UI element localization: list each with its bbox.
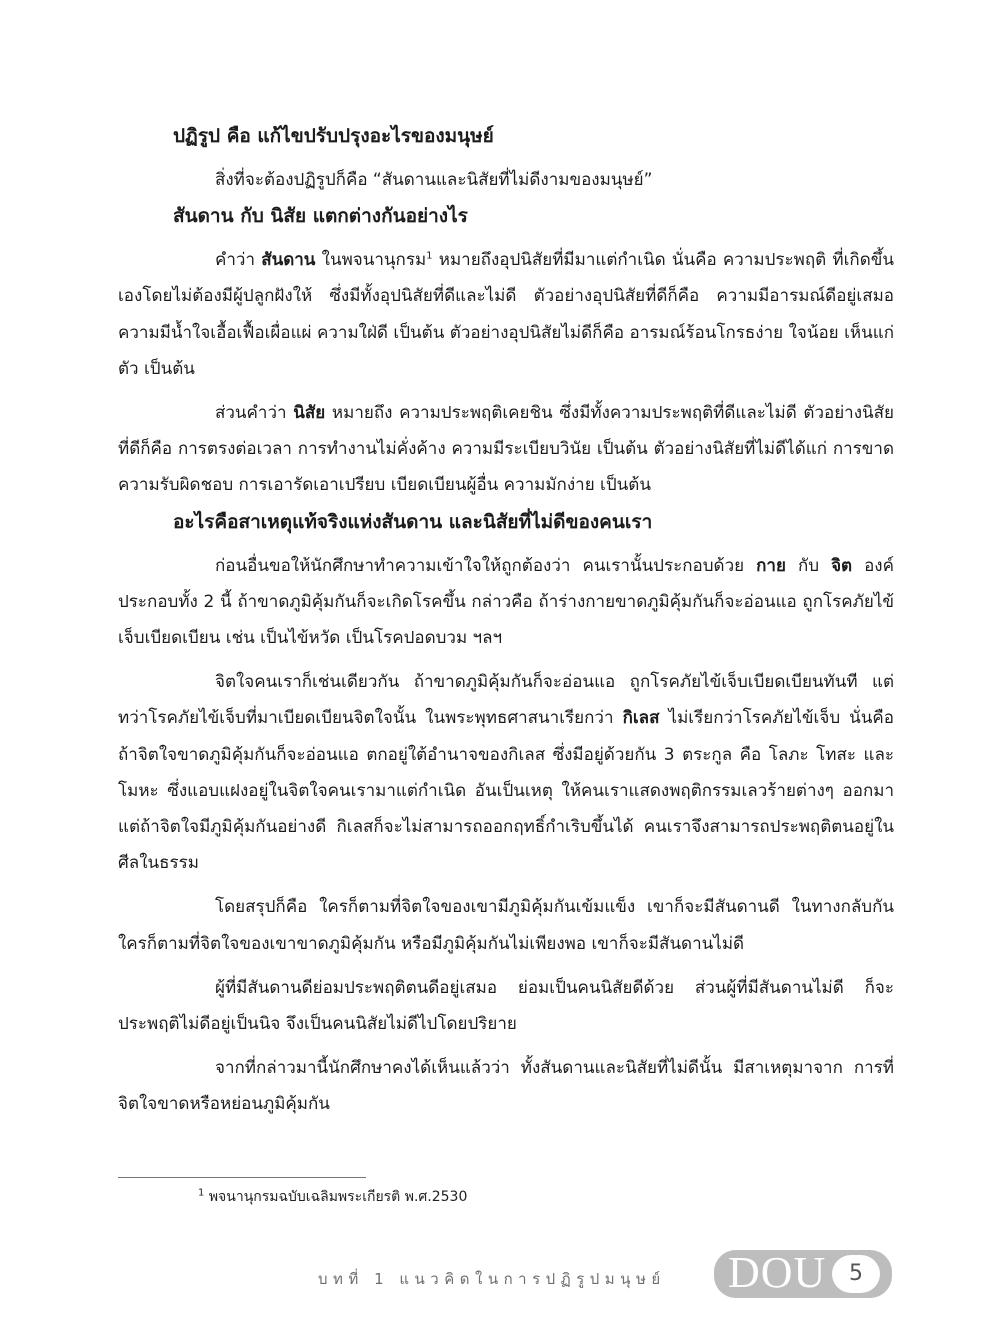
chapter-title: บทที่ 1 แนวคิดในการปฏิรูปมนุษย์ <box>318 1270 666 1288</box>
term-jit: จิต <box>831 555 853 576</box>
term-nisai: นิสัย <box>293 403 326 424</box>
document-body <box>118 118 894 1123</box>
paragraph-santan: คำว่า สันดาน ในพจนานุกรม$^1$ หมายถึงอุปนิสัยที่มีมาแต่กำเนิด นั่นคือ ความประพฤติ ที่เกิดขึ้นเองโดยไม่ต้องมีผู้ปลูกฝังให้ ซึ่งมีทั้งอุปนิสัยที่ดีและไม่ดี ตัวอย่างอุปนิสัยที่ดีก็คือ ความมีอารมณ์ดีอยู่เสมอ ความมีน้ำใจเอื้อเฟื้อเผื่อแผ่ ความใฝ่ดี เป็นต้น ตัวอย่างอุปนิสัยไม่ดีก็คือ อารมณ์ร้อนโกรธง่าย ใจน้อย เห็นแก่ตัว เป็นต้น <box>118 250 894 379</box>
term-santan: สันดาน <box>261 250 316 271</box>
heading-root-cause: อะไรคือสาเหตุแท้จริงแห่งสันดาน และนิสัยที่ไม่ดีของคนเรา <box>173 510 653 533</box>
footnote-divider <box>118 1177 366 1178</box>
paragraph-good-bad: ผู้ที่มีสันดานดีย่อมประพฤติตนดีอยู่เสมอ ย่อมเป็นคนนิสัยดีด้วย ส่วนผู้ที่มีสันดานไม่ดี ก็จะประพฤติไม่ดีอยู่เป็นนิจ จึงเป็นคนนิสัยไม่ดีไปโดยปริยาย <box>118 977 894 1035</box>
term-kilesa: กิเลส <box>622 708 660 729</box>
paragraph-body-mind: ก่อนอื่นขอให้นักศึกษาทำความเข้าใจให้ถูกต้องว่า คนเรานั้นประกอบด้วย กาย กับ จิต องค์ประกอบทั้ง 2 นี้ ถ้าขาดภูมิคุ้มกันก็จะเกิดโรคขึ้น กล่าวคือ ถ้าร่างกายขาดภูมิคุ้มกันก็จะอ่อนแอ ถูกโรคภัยไข้เจ็บเบียดเบียน เช่น เป็นไข้หวัด เป็นโรคปอดบวม ฯลฯ <box>118 555 894 649</box>
footnote: $^1$ พจนานุกรมฉบับเฉลิมพระเกียรติ พ.ศ.2530 <box>198 1187 468 1205</box>
footnote-ref: 1 <box>426 250 433 262</box>
paragraph-conclusion: จากที่กล่าวมานี้นักศึกษาคงได้เห็นแล้วว่า ทั้งสันดานและนิสัยที่ไม่ดีนั้น มีสาเหตุมาจาก การที่จิตใจขาดหรือหย่อนภูมิคุ้มกัน <box>118 1058 894 1115</box>
paragraph-summary: โดยสรุปก็คือ ใครก็ตามที่จิตใจของเขามีภูมิคุ้มกันเข้มแข็ง เขาก็จะมีสันดานดี ในทางกลับกัน ใครก็ตามที่จิตใจของเขาขาดภูมิคุ้มกัน หรือมีภูมิคุ้มกันไม่เพียงพอ เขาก็จะมีสันดานไม่ดี <box>118 897 894 954</box>
reform-definition: สิ่งที่จะต้องปฏิรูปก็คือ “สันดานและนิสัยที่ไม่ดีงามของมนุษย์” <box>215 170 653 190</box>
paragraph-kilesa: จิตใจคนเราก็เช่นเดียวกัน ถ้าขาดภูมิคุ้มกันก็จะอ่อนแอ ถูกโรคภัยไข้เจ็บเบียดเบียนทันที แต่ทว่าโรคภัยไข้เจ็บที่มาเบียดเบียนจิตใจนั้น ในพระพุทธศาสนาเรียกว่า กิเลส ไม่เรียกว่าโรคภัยไข้เจ็บ นั่นคือ ถ้าจิตใจขาดภูมิคุ้มกันก็จะอ่อนแอ ตกอยู่ใต้อำนาจของกิเลส ซึ่งมีอยู่ด้วยกัน 3 ตระกูล คือ โลภะ โทสะ และ โมหะ ซึ่งแอบแฝงอยู่ในจิตใจคนเรามาแต่กำเนิด อันเป็นเหตุ ให้คนเราแสดงพฤติกรรมเลวร้ายต่างๆ ออกมา แต่ถ้าจิตใจมีภูมิคุ้มกันอย่างดี กิเลสก็จะไม่สามารถออกฤทธิ์กำเริบขึ้นได้ คนเราจึงสามารถประพฤติตนอยู่ในศีลในธรรม <box>118 672 894 874</box>
heading-santan-vs-nisai: สันดาน กับ นิสัย แตกต่างกันอย่างไร <box>173 205 468 228</box>
paragraph-nisai: ส่วนคำว่า นิสัย หมายถึง ความประพฤติเคยชิน ซึ่งมีทั้งความประพฤติที่ดีและไม่ดี ตัวอย่างนิสัยที่ดีก็คือ การตรงต่อเวลา การทำงานไม่คั่งค้าง ความมีระเบียบวินัย เป็นต้น ตัวอย่างนิสัยที่ไม่ดีได้แก่ การขาดความรับผิดชอบ การเอารัดเอาเปรียบ เบียดเบียนผู้อื่น ความมักง่าย เป็นต้น <box>118 403 894 496</box>
dou-logo: DOU <box>728 1248 827 1297</box>
page-number: 5 <box>832 1255 880 1293</box>
heading-reform-what: ปฏิรูป คือ แก้ไขปรับปรุงอะไรของมนุษย์ <box>173 125 494 147</box>
term-kai: กาย <box>756 555 786 576</box>
